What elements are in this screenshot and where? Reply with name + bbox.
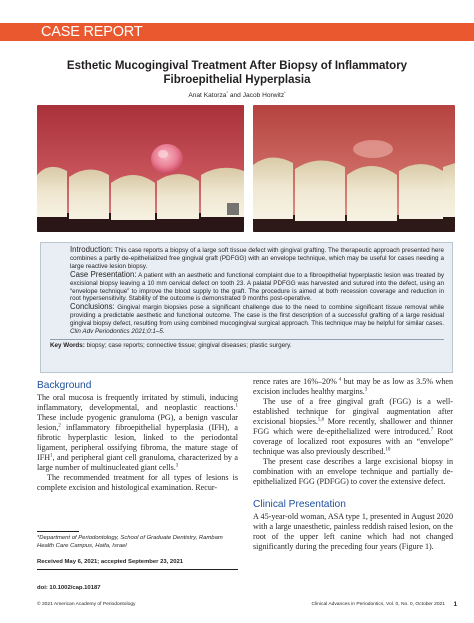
author-2: Jacob Horwitz xyxy=(242,92,285,99)
recurrence-paragraph: rence rates are 16%–20% $^4$ but may be as low as 3.5% when excision includes healthy margins.$^3$ xyxy=(253,377,454,396)
title-line-1: Esthetic Mucogingival Treatment After Biopsy of Inflammatory xyxy=(66,60,408,72)
abstract-box xyxy=(40,242,453,373)
article-title xyxy=(0,60,474,87)
footer-journal: Clinical Advances in Periodontics, Vol. 0, No. 0, October 2021 xyxy=(311,602,445,607)
footer-copyright: © 2021 American Academy of Periodontology xyxy=(37,602,136,607)
banner-label: CASE REPORT xyxy=(41,24,143,40)
present-case-paragraph: The present case describes a large excisional biopsy in combination with an envelope technique and partially de-epithelialized FGG (PDFGG) to cover the extensive defect. xyxy=(253,456,453,486)
background-paragraph-2: The recommended treatment for all types of lesions is complete excision and histological examination. Recur- xyxy=(37,472,238,492)
left-column xyxy=(37,377,238,493)
received-dates: Received May 6, 2021; accepted September 23, 2021 xyxy=(37,559,238,570)
author-1: Anat Katorza xyxy=(188,92,227,99)
case-report-banner xyxy=(0,23,474,41)
clinical-presentation-paragraph: A 45-year-old woman, ASA type 1, presented in August 2020 with a large unaesthetic, painless reddish raised lesion, on the root of the upper left canine which had not changed significantly during the preceding four years (Figure 1). xyxy=(253,512,453,552)
clinical-photo-preoperative xyxy=(37,105,244,232)
page-number: 1 xyxy=(453,601,457,608)
authors-join: and xyxy=(229,92,241,99)
clinical-presentation-heading: Clinical Presentation xyxy=(253,499,346,511)
background-heading: Background xyxy=(37,380,92,391)
abstract-case-presentation: Case Presentation: A patient with an aesthetic and functional complaint due to a fibroepithelial hyperplastic lesion was treated by excisional biopsy leaving a 10 mm cervical defect on tooth 23. A palatal PDFGG was harvested and sutured into the defect, using an “envelope technique” to improve the blood supply to the graft. The procedure is aimed at both recession coverage and reduction in root hypersensitivity. Stability of the outcome is demonstrated 9 months post-operative. xyxy=(70,269,445,303)
footnote-rule xyxy=(37,531,79,532)
abstract-conclusions: Conclusions: Gingival margin biopsies pose a significant challenge due to the need to combine significant tissue removal while providing a predictable aesthetic and functional outcome. The case is the first description of a successful grafting of a large residual gingival biopsy defect, resulting from using combined mucogingival surgical approach. This technique may be helpful for similar cases. Clin Adv Periodontics 2021;0:1–5. xyxy=(70,302,445,336)
affiliation-footnote xyxy=(37,531,238,550)
footnote-text: *Department of Periodontology, School of Graduate Dentistry, Rambam Health Care Campus, Haifa, Israel xyxy=(37,535,223,549)
abstract-divider xyxy=(50,339,444,340)
background-paragraph-1: The oral mucosa is frequently irritated by stimuli, inducing inflammatory, developmental, and neoplastic reactions.$^1$ These include pyogenic granuloma (PG), a benign vascular lesion,$^2$ inflammatory fibroepithelial hyperplasia (IFH), a fibrotic hyperplastic lesion, linked to the periodontal ligament, peripheral ossifying fibroma, the mature stage of IFH$^1$, and peripheral giant cell granuloma, characterized by a large number of multinucleated giant cells.$^3$ xyxy=(37,393,238,472)
fgg-paragraph: The use of a free gingival graft (FGG) is a well-established technique for gingival augmentation after excisional biopsies.$^{5,6}$ More recently, shallower and thinner FGG which were de-epithelialized were introduced.$^7$ Root coverage of localized root exposures with an “envelope” technique was also previously described.$^{10}$ xyxy=(253,396,453,456)
title-line-2: Fibroepithelial Hyperplasia xyxy=(163,73,311,86)
abstract-keywords: Key Words: biopsy; case reports; connective tissue; gingival diseases; plastic surgery. xyxy=(50,341,292,349)
author-line: Anat Katorza* and Jacob Horwitz* xyxy=(188,89,286,99)
right-column xyxy=(253,377,453,552)
clinical-photo-postoperative xyxy=(253,105,455,232)
abstract-introduction: Introduction: This case reports a biopsy of a large soft tissue defect with gingival grafting. The therapeutic approach presented here combines a partly de-epithelialized free gingival graft (PDFGG) with an envelope technique, which may be useful for cases needing a large reactive lesion biopsy. xyxy=(70,245,444,270)
doi-link[interactable]: doi: 10.1002/cap.10187 xyxy=(37,585,101,591)
